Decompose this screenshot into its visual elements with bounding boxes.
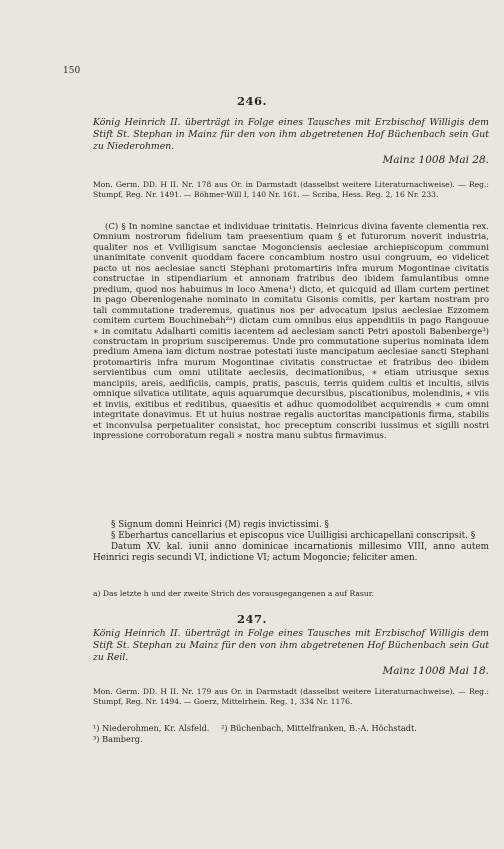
footnote-3: ³) Bamberg. (93, 734, 143, 744)
footnote-2: ²) Büchenbach, Mittelfranken, B.-A. Höchstadt. (221, 723, 417, 733)
charter-247-date: Mainz 1008 Mai 18. (382, 665, 489, 677)
page-footnotes (93, 723, 489, 745)
charter-246-regest (93, 117, 489, 166)
charter-247-number: 247. (236, 612, 267, 626)
charter-246-text (93, 222, 489, 442)
charter-246-signum: § Signum domni Heinrici (M) regis invictissimi. § (111, 520, 329, 530)
charter-246-recognition: § Eberhartus cancellarius et episcopus vice Uuilligisi archicapellani conscripsit. § (111, 531, 476, 541)
footnote-1: ¹) Niederohmen, Kr. Alsfeld. (93, 723, 210, 733)
page-number: 150 (63, 66, 81, 76)
charter-246-text-body: (C) § In nomine sanctae et individuae trinitatis. Heinricus divina favente clementia rex. Omnium nostrorum fidelium tam praesentium quam § et futurorum noverit industria, qualiter nos et Vvilligisum sanctae Mogonciensis aeclesiae archiepiscopum communi unanimitate convenit quoddam facere concambium nostro usui congruum, eo videlicet pacto ut nos aeclesiae sancti Stephani protomartiris infra murum Mogontinae civitatis constructae in stipendiarium et annonam fratribus deo ibidem famulantibus omne predium, quod nos habuimus in loco Amena¹) dicto, et quicquid ad illam curtem pertinet in pago Oberenlogenahe nominato in comitatu Gisonis comitis, per kartam nostram pro tali commutatione traderemus, quatinus nos per advocatum ipsius aeclesiae Ezzomem comitem curtem Bouchinebah²ᵃ) dictam cum omnibus eius appenditiis in pago Rangouue ∗ in comitatu Adalharti comitis iacentem ad aeclesiam sancti Petri apostoli Babenberge³) constructam in proprium susciperemus. Unde pro commutatione superius nominata idem predium Amena iam dictum nostrae potestati iuste mancipatum aeclesiae sancti Stephani protomartiris infra murum Mogontinae civitatis constructae et fratribus deo ibidem servientibus cum omni utilitate aeclesiis, decimationibus, ∗ etiam utriusque sexus mancipiis, areis, aedificiis, campis, pratis, pascuis, terris quidem cultis et incultis, silvis omnique silvatica utilitate, aquis aquarumque decursibus, piscationibus, molendinis, ∗ viis et inviis, exitibus et reditibus, quaesitis et adhuc quomodolibet acquirendis ∗ cum omni integritate donavimus. Et ut huius nostrae regalis auctoritas mancipationis firma, stabilis et inconvulsa perpetualiter consistat, hoc preceptum conscribi iussimus et sigilli nostri inpressione corroboratum regali ∗ nostra manu subtus firmavimus. (93, 222, 489, 442)
charter-246-source: Mon. Germ. DD. H II. Nr. 178 aus Or. in Darmstadt (dasselbst weitere Literaturnachweise). — Reg.: Stumpf, Reg. Nr. 1491. — Böhmer-Will I, 140 Nr. 161. — Scriba, Hess. Reg. 2, 16 Nr. 233. (93, 180, 489, 200)
charter-246-date: Mainz 1008 Mai 28. (382, 154, 489, 166)
charter-247-source: Mon. Germ. DD. H II. Nr. 179 aus Or. in Darmstadt (dasselbst weitere Literaturnachweise). — Reg.: Stumpf, Reg. Nr. 1494. — Goerz, Mittelrhein. Reg. 1, 334 Nr. 1176. (93, 687, 489, 707)
charter-246-eschatocol (93, 520, 489, 564)
charter-246-number: 246. (236, 94, 267, 108)
charter-247-title: König Heinrich II. überträgt in Folge eines Tausches mit Erzbischof Willigis dem Stift St. Stephan zu Mainz für den von ihm abgetretenen Hof Büchenbach sein Gut zu Reil. (93, 628, 489, 663)
charter-246-footnote: a) Das letzte h und der zweite Strich des vorausgegangenen a auf Rasur. (93, 589, 374, 598)
charter-246-title: König Heinrich II. überträgt in Folge eines Tausches mit Erzbischof Willigis dem Stift St. Stephan in Mainz für den von ihm abgetretenen Hof Büchenbach sein Gut zu Niederohmen. (93, 117, 489, 152)
charter-246-datum: Datum XV. kal. iunii anno dominicae incarnationis millesimo VIII, anno autem Heinrici regis secundi VI, indictione VI; actum Mogoncie; feliciter amen. (93, 542, 489, 563)
charter-247-regest (93, 628, 489, 677)
